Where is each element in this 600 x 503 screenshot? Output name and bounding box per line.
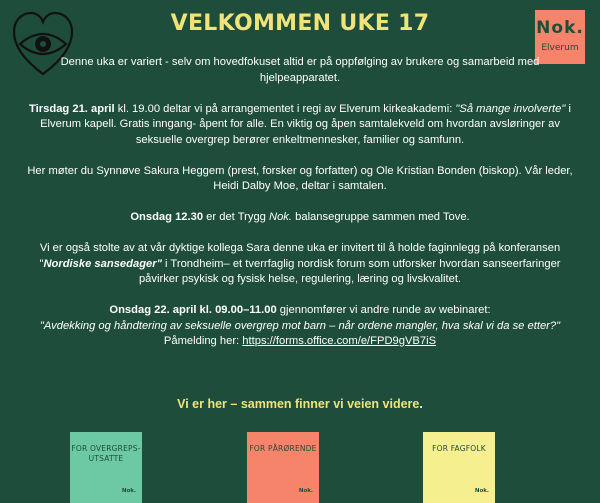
wednesday-text-2: balansegruppe sammen med Tove. (292, 211, 470, 223)
logo-brand: Nok. (536, 18, 584, 38)
wednesday-nok: Nok. (269, 211, 293, 223)
tuesday-text-1: kl. 19.00 deltar vi på arrangementet i regi av Elverum kirkeakademi: (114, 102, 456, 115)
card-fagfolk[interactable] (423, 432, 495, 503)
speakers-paragraph: Her møter du Synnøve Sakura Heggem (prest, forsker og forfatter) og Ole Kristian Bonden (biskop). Vår leder, Heidi Dalby Moe, deltar i samtalen. (27, 164, 573, 192)
card-overgrepsutsatte[interactable] (70, 432, 142, 503)
tuesday-date: Tirsdag 21. april (29, 102, 115, 115)
card-mini-logo: Nok. (298, 488, 313, 494)
wednesday-date: Onsdag 12.30 (130, 211, 204, 223)
announcement-body (20, 55, 580, 365)
card-mini-logo: Nok. (121, 488, 136, 494)
webinar-paragraph (20, 303, 580, 350)
conference-name: Nordiske sansedager" (43, 257, 162, 270)
card-label: FOR OVERGREPS-UTSATTE (71, 444, 141, 463)
card-label: FOR FAGFOLK (432, 444, 486, 453)
tagline-dot: . (419, 397, 423, 411)
tuesday-text-2: i Elverum kapell. Gratis inngang- åpent for alle. En viktig og åpen samtalekveld om hvordan avsløringer av seksuelle overgrep berører enkeltmennesker, familier og samfunn. (40, 102, 571, 146)
conference-text-2: i Trondheim– et tverrfaglig nordisk forum som utforsker hvordan sanseerfaringer påvirker psykisk og fysisk helse, regulering, læring og livskvalitet. (138, 257, 561, 285)
page-title: VELKOMMEN UKE 17 (170, 11, 430, 36)
registration-link[interactable]: https://forms.office.com/e/FPD9gVB7iS (242, 335, 437, 347)
wednesday-text-1: er det Trygg (203, 211, 269, 223)
logo-location: Elverum (541, 43, 579, 53)
tagline (0, 397, 600, 411)
card-parorende[interactable] (247, 432, 319, 503)
intro-paragraph: Denne uka er variert - selv om hovedfokuset altid er på oppfølging av brukere og samarbeid med hjelpeapparatet. (60, 56, 540, 84)
conference-text-1: Vi er også stolte av at vår dyktige kollega Sara denne uka er invitert til å holde faginnlegg på konferansen " (39, 242, 561, 270)
webinar-text-1: gjennomfører vi andre runde av webinaret: (276, 304, 491, 316)
tuesday-event-title: "Så mange involverte" (455, 102, 566, 115)
wednesday-paragraph (20, 210, 580, 226)
tagline-text: Vi er her – sammen finner vi veien videre (177, 397, 420, 411)
card-label: FOR PÅRØRENDE (249, 444, 317, 453)
webinar-text-2: Påmelding her: (163, 335, 243, 347)
webinar-title: "Avdekking og håndtering av seksuelle overgrep mot barn – når ordene mangler, hva skal vi da se etter?" (39, 319, 561, 332)
webinar-date: Onsdag 22. april kl. 09.00–11.00 (109, 304, 277, 316)
card-mini-logo: Nok. (474, 488, 489, 494)
tuesday-paragraph (20, 102, 580, 149)
conference-paragraph (20, 241, 580, 288)
